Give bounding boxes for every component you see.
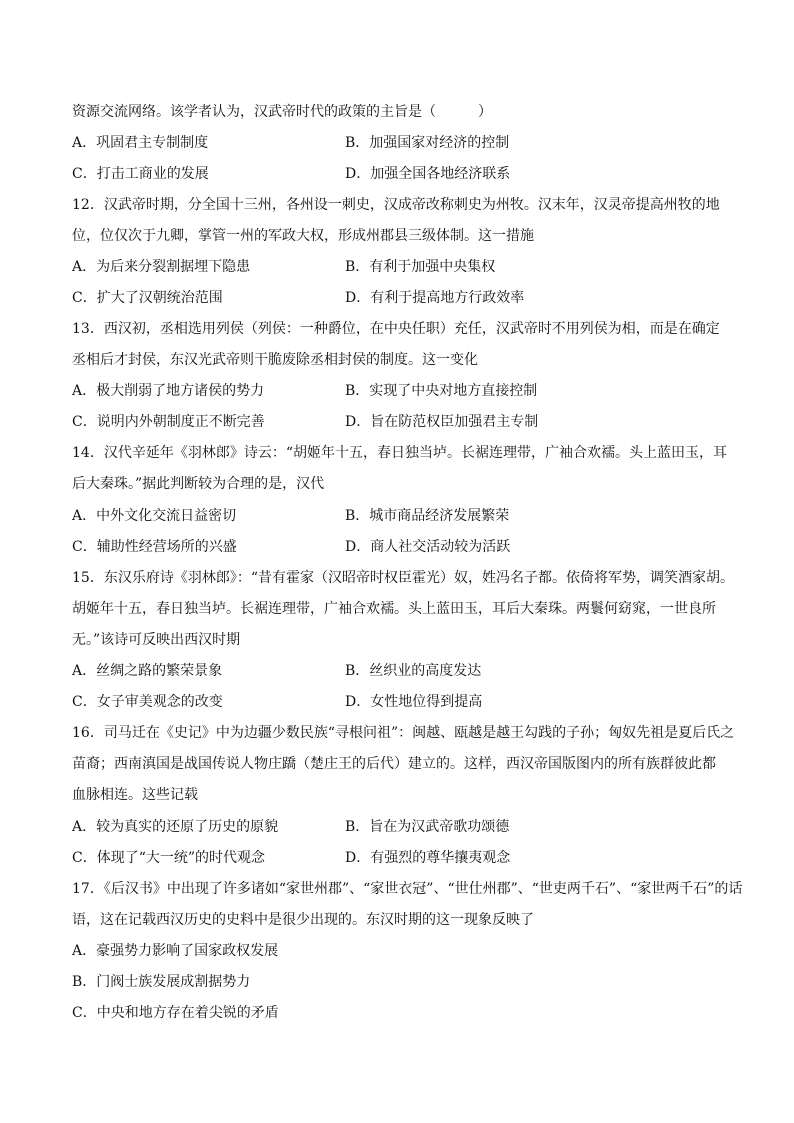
q13-option-a: A．极大削弱了地方诸侯的势力 xyxy=(72,383,265,399)
q15-stem-line-1: 15．东汉乐府诗《羽林郎》：“昔有霍家（汉昭帝时权臣霍光）奴，姓冯名子都。依倚将军势，调笑酒家胡。 xyxy=(72,570,734,586)
q16-option-c: C．体现了“大一统”的时代观念 xyxy=(72,850,266,866)
q15-stem-line-2: 胡姬年十五，春日独当垆。长裾连理带，广袖合欢襦。头上蓝田玉，耳后大秦珠。两鬟何窈窕，一世良所 xyxy=(72,601,716,617)
q12-stem-line-1: 12．汉武帝时期，分全国十三州，各州设一刺史，汉成帝改称刺史为州牧。汉末年，汉灵帝提高州牧的地 xyxy=(72,197,720,213)
q11-option-c: C．打击工商业的发展 xyxy=(72,166,209,182)
q12-option-b: B．有利于加强中央集权 xyxy=(345,259,496,275)
intro-line: 资源交流网络。该学者认为，汉武帝时代的政策的主旨是（ ） xyxy=(72,104,492,120)
q13-stem-line-1: 13．西汉初，丞相选用列侯（列侯：一种爵位，在中央任职）充任，汉武帝时不用列侯为相，而是在确定 xyxy=(72,321,720,337)
q16-option-a: A．较为真实的还原了历史的原貌 xyxy=(72,819,279,835)
q11-option-b: B．加强国家对经济的控制 xyxy=(345,135,510,151)
q17-stem-line-1: 17．《后汉书》中出现了许多诸如“家世州郡”、“家世衣冠”、“世仕州郡”、“世吏两千石”、“家世两千石”的话 xyxy=(72,881,743,897)
q16-option-d: D．有强烈的尊华攘夷观念 xyxy=(345,850,511,866)
q17-option-c: C．中央和地方存在着尖锐的矛盾 xyxy=(72,1005,279,1021)
q13-stem-line-2: 丞相后才封侯，东汉光武帝则干脆废除丞相封侯的制度。这一变化 xyxy=(72,352,478,368)
q13-option-b: B．实现了中央对地方直接控制 xyxy=(345,383,538,399)
q12-stem-line-2: 位，位仅次于九卿，掌管一州的军政大权，形成州郡县三级体制。这一措施 xyxy=(72,228,534,244)
q14-stem-line-2: 后大秦珠。”据此判断较为合理的是，汉代 xyxy=(72,476,325,492)
q15-stem-line-3: 无。”该诗可反映出西汉时期 xyxy=(72,632,241,648)
q12-option-d: D．有利于提高地方行政效率 xyxy=(345,290,525,306)
q16-option-b: B．旨在为汉武帝歌功颂德 xyxy=(345,819,510,835)
q12-option-c: C．扩大了汉朝统治范围 xyxy=(72,290,223,306)
q15-option-d: D．女性地位得到提高 xyxy=(345,694,483,710)
q11-option-a: A．巩固君主专制制度 xyxy=(72,135,209,151)
q13-option-c: C．说明内外朝制度正不断完善 xyxy=(72,414,265,430)
q16-stem-line-2: 苗裔；西南滇国是战国传说人物庄蹻（楚庄王的后代）建立的。这样，西汉帝国版图内的所有族群彼此都 xyxy=(72,756,716,772)
q17-stem-line-2: 语，这在记载西汉历史的史料中是很少出现的。东汉时期的这一现象反映了 xyxy=(72,912,534,928)
q14-option-a: A．中外文化交流日益密切 xyxy=(72,508,237,524)
q14-option-d: D．商人社交活动较为活跃 xyxy=(345,539,511,555)
q14-option-c: C．辅助性经营场所的兴盛 xyxy=(72,539,237,555)
q15-option-a: A．丝绸之路的繁荣景象 xyxy=(72,663,223,679)
q17-option-a: A．豪强势力影响了国家政权发展 xyxy=(72,943,279,959)
q15-option-b: B．丝织业的高度发达 xyxy=(345,663,482,679)
q11-option-d: D．加强全国各地经济联系 xyxy=(345,166,511,182)
q15-option-c: C．女子审美观念的改变 xyxy=(72,694,223,710)
q13-option-d: D．旨在防范权臣加强君主专制 xyxy=(345,414,539,430)
q16-stem-line-3: 血脉相连。这些记载 xyxy=(72,787,198,803)
q14-stem-line-1: 14．汉代辛延年《羽林郎》诗云：“胡姬年十五，春日独当垆。长裾连理带，广袖合欢襦。头上蓝田玉，耳 xyxy=(72,445,727,461)
q17-option-b: B．门阀士族发展成割据势力 xyxy=(72,974,251,990)
q16-stem-line-1: 16．司马迁在《史记》中为边疆少数民族“寻根问祖”：闽越、瓯越是越王勾践的子孙；匈奴先祖是夏后氏之 xyxy=(72,725,735,741)
q12-option-a: A．为后来分裂割据埋下隐患 xyxy=(72,259,251,275)
q14-option-b: B．城市商品经济发展繁荣 xyxy=(345,508,510,524)
